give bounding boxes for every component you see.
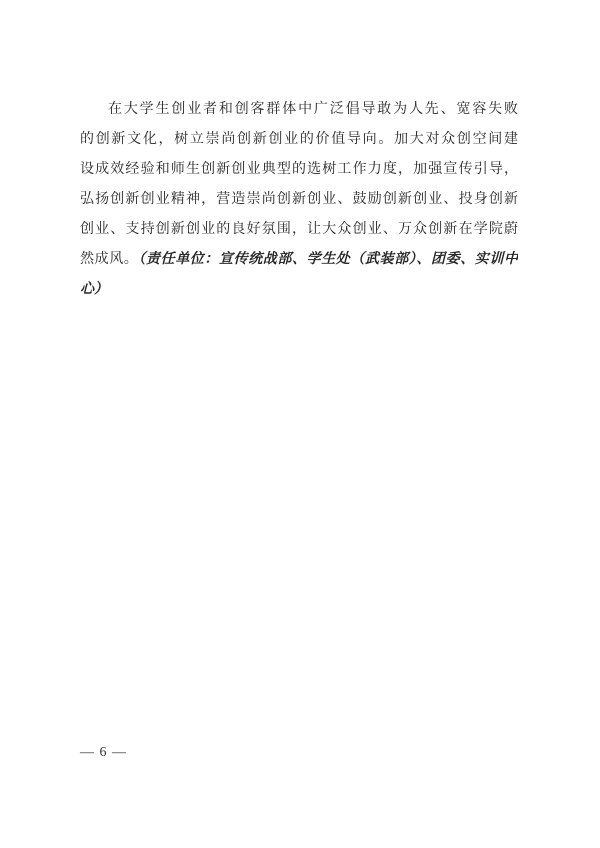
paragraph-line-2 — [80, 125, 518, 155]
responsibility-unit-text: 心） — [80, 282, 108, 297]
line-text: 弘扬创新创业精神，营造崇尚创新创业、鼓励创新创业、投身创新 — [80, 192, 518, 207]
paragraph-line-6 — [80, 245, 518, 275]
paragraph-line-1 — [80, 95, 518, 125]
line-text: 创业、支持创新创业的良好氛围，让大众创业、万众创新在学院蔚 — [80, 222, 518, 237]
responsibility-unit-text: （责任单位：宣传统战部、学生处（武装部）、团委、实训中 — [138, 252, 518, 267]
paragraph-line-7 — [80, 275, 518, 305]
paragraph-line-3 — [80, 155, 518, 185]
page-number: — 6 — — [80, 745, 127, 760]
paragraph-line-5 — [80, 215, 518, 245]
paragraph-line-4 — [80, 185, 518, 215]
line-text: 在大学生创业者和创客群体中广泛倡导敢为人先、宽容失败 — [108, 102, 518, 117]
line-text: 设成效经验和师生创新创业典型的选树工作力度，加强宣传引导， — [80, 162, 518, 177]
line-text: 的创新文化，树立崇尚创新创业的价值导向。加大对众创空间建 — [80, 132, 518, 147]
body-paragraph — [80, 95, 518, 305]
line-text: 然成风。 — [80, 252, 139, 267]
